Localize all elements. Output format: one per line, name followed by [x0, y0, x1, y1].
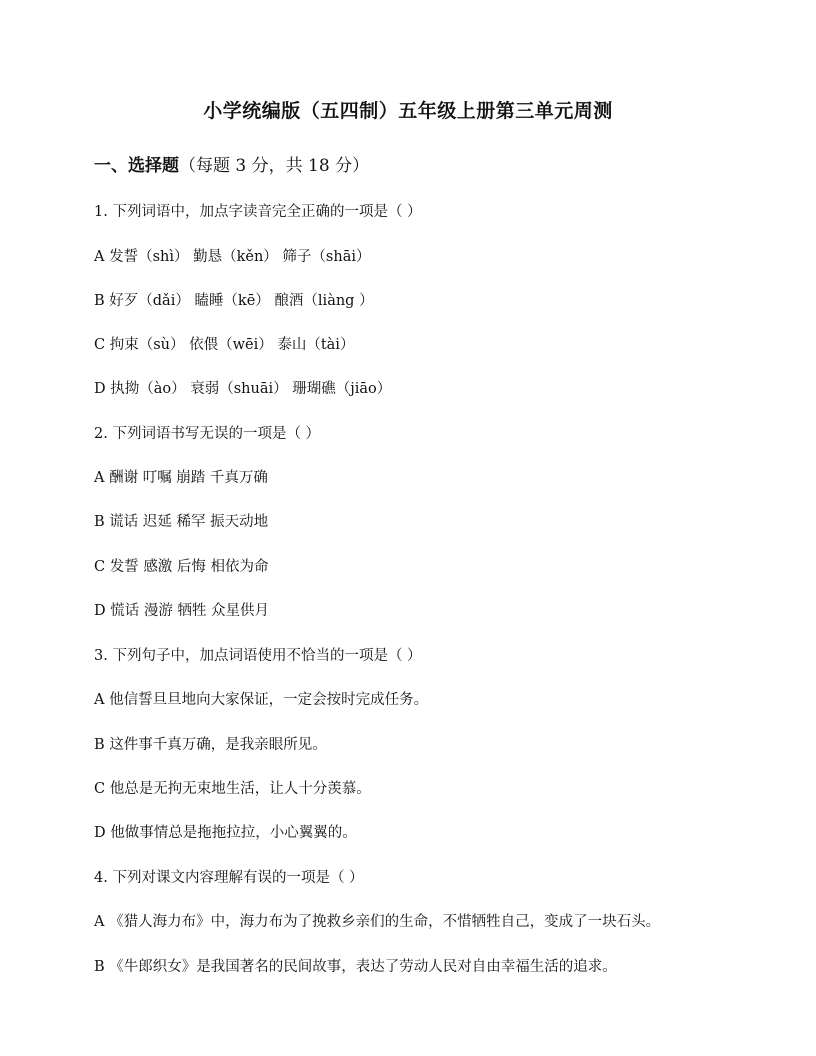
question-1-option-a: A 发誓（shì） 勤恳（kěn） 筛子（shāi） [94, 249, 371, 265]
question-4-option-b: B 《牛郎织女》是我国著名的民间故事，表达了劳动人民对自由幸福生活的追求。 [94, 959, 617, 975]
question-4-stem: 4. 下列对课文内容理解有误的一项是（ ） [94, 870, 364, 886]
question-3-option-a: A 他信誓旦旦地向大家保证，一定会按时完成任务。 [94, 692, 429, 708]
section-heading [94, 151, 369, 176]
question-1-option-c: C 拘束（sù） 依偎（wēi） 泰山（tài） [94, 337, 355, 353]
question-1-option-d: D 执拗（ào） 衰弱（shuāi） 珊瑚礁（jiāo） [94, 381, 392, 397]
question-3-option-c: C 他总是无拘无束地生活，让人十分羡慕。 [94, 781, 371, 797]
question-1-stem: 1. 下列词语中，加点字读音完全正确的一项是（ ） [94, 204, 422, 220]
section-heading-note: （每题 3 分，共 18 分） [179, 156, 370, 176]
section-heading-label: 一、选择题 [94, 156, 179, 176]
question-3-option-d: D 他做事情总是拖拖拉拉，小心翼翼的。 [94, 825, 357, 841]
page-title: 小学统编版（五四制）五年级上册第三单元周测 [203, 100, 613, 122]
question-2-stem: 2. 下列词语书写无误的一项是（ ） [94, 426, 321, 442]
question-2-option-d: D 慌话 漫游 牺牲 众星供月 [94, 603, 270, 619]
question-3-stem: 3. 下列句子中，加点词语使用不恰当的一项是（ ） [94, 648, 422, 664]
question-3-option-b: B 这件事千真万确，是我亲眼所见。 [94, 737, 327, 753]
question-2-option-c: C 发誓 感激 后悔 相依为命 [94, 559, 269, 575]
question-4-option-a: A 《猎人海力布》中，海力布为了挽救乡亲们的生命，不惜牺牲自己，变成了一块石头。 [94, 914, 661, 930]
question-1-option-b: B 好歹（dǎi） 瞌睡（kē） 酿酒（liàng ） [94, 293, 374, 309]
question-2-option-b: B 谎话 迟延 稀罕 振天动地 [94, 514, 269, 530]
question-2-option-a: A 酬谢 叮嘱 崩踏 千真万确 [94, 470, 268, 486]
